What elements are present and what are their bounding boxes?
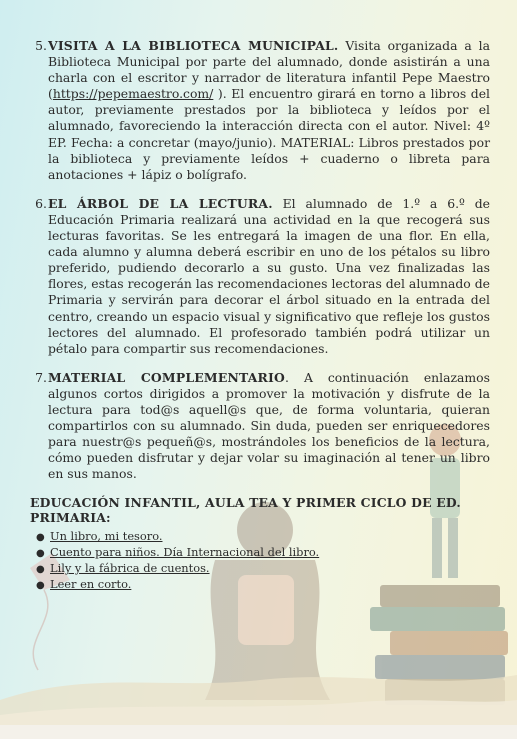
link-cuento-para-ninos[interactable]: Cuento para niños. Día Internacional del libro. bbox=[50, 545, 320, 560]
list-item-visita-biblioteca bbox=[30, 38, 490, 183]
item-body bbox=[48, 196, 490, 357]
bullet-icon: ● bbox=[36, 580, 45, 592]
video-links-list bbox=[36, 529, 490, 593]
page-footer-band bbox=[0, 725, 517, 739]
section-heading: EDUCACIÓN INFANTIL, AULA TEA Y PRIMER CICLO DE ED. PRIMARIA: bbox=[30, 495, 461, 526]
document-content bbox=[30, 38, 490, 593]
item-number: 5. bbox=[35, 38, 47, 53]
link-un-libro-mi-tesoro[interactable]: Un libro, mi tesoro. bbox=[50, 529, 163, 544]
list-item bbox=[36, 561, 490, 577]
item-text: El alumnado de 1.º a 6.º de Educación Primaria realizará una actividad en la que recogerá sus lecturas favoritas. Se les entregará la imagen de una flor. En ella, cada alumno y alumna deberá escribir en uno de los pétalos su libro preferido, pudiendo decorarlo a su gusto. Una vez finalizadas las flores, estas recogerán las recomendaciones lectoras del alumnado de Primaria y servirán para decorar el árbol situado en la entrada del centro, creando un espacio visual y significativo que refleje los gustos lectores del alumnado. El profesorado también podrá utilizar un pétalo para compartir sus recomendaciones. bbox=[48, 195, 490, 356]
list-item-material-complementario bbox=[30, 370, 490, 483]
item-title: EL ÁRBOL DE LA LECTURA. bbox=[48, 195, 273, 211]
item-text: . A continuación enlazamos algunos cortos dirigidos a promover la motivación y disfrute de la lectura para tod@s aquell@s que, de forma voluntaria, quieran compartirlos con su alumnado. Sin duda, pueden ser enriquecedores para nuestr@s pequeñ@s, mostrándoles los beneficios de la lectura, cómo pueden disfrutar y dejar volar su imaginación al tener un libro en sus manos. bbox=[48, 369, 490, 482]
item-title: MATERIAL COMPLEMENTARIO bbox=[48, 369, 286, 385]
item-number: 6. bbox=[35, 195, 47, 211]
list-item-arbol-lectura bbox=[30, 196, 490, 357]
pepe-maestro-link[interactable]: https://pepemaestro.com/ bbox=[52, 86, 214, 102]
list-item bbox=[36, 529, 490, 545]
item-body bbox=[48, 370, 490, 483]
item-text: Visita organizada a la Biblioteca Municipal por parte del alumnado, donde asistirán a una charla con el escritor y narrador de literatura infantil Pepe Maestro ( bbox=[48, 38, 490, 102]
bullet-icon: ● bbox=[36, 548, 45, 560]
list-item bbox=[36, 545, 490, 561]
link-lily-fabrica-cuentos[interactable]: Lily y la fábrica de cuentos. bbox=[50, 561, 210, 576]
link-leer-en-corto[interactable]: Leer en corto. bbox=[50, 577, 132, 592]
activities-list bbox=[30, 38, 490, 482]
item-body bbox=[48, 38, 490, 183]
bullet-icon: ● bbox=[36, 564, 45, 576]
bullet-icon: ● bbox=[36, 532, 45, 544]
list-item bbox=[36, 577, 490, 593]
item-number: 7. bbox=[35, 369, 47, 385]
item-title: VISITA A LA BIBLIOTECA MUNICIPAL. bbox=[48, 38, 339, 53]
item-text: ). El encuentro girará en torno a libros del autor, previamente prestados por la biblioteca y leídos por el alumnado, favoreciendo la interacción directa con el autor. Nivel: 4º EP. Fecha: a concretar (mayo/junio). MATERIAL: Libros prestados por la biblioteca y previamente leídos + cuaderno o libreta para anotaciones + lápiz o bolígrafo. bbox=[48, 86, 490, 182]
